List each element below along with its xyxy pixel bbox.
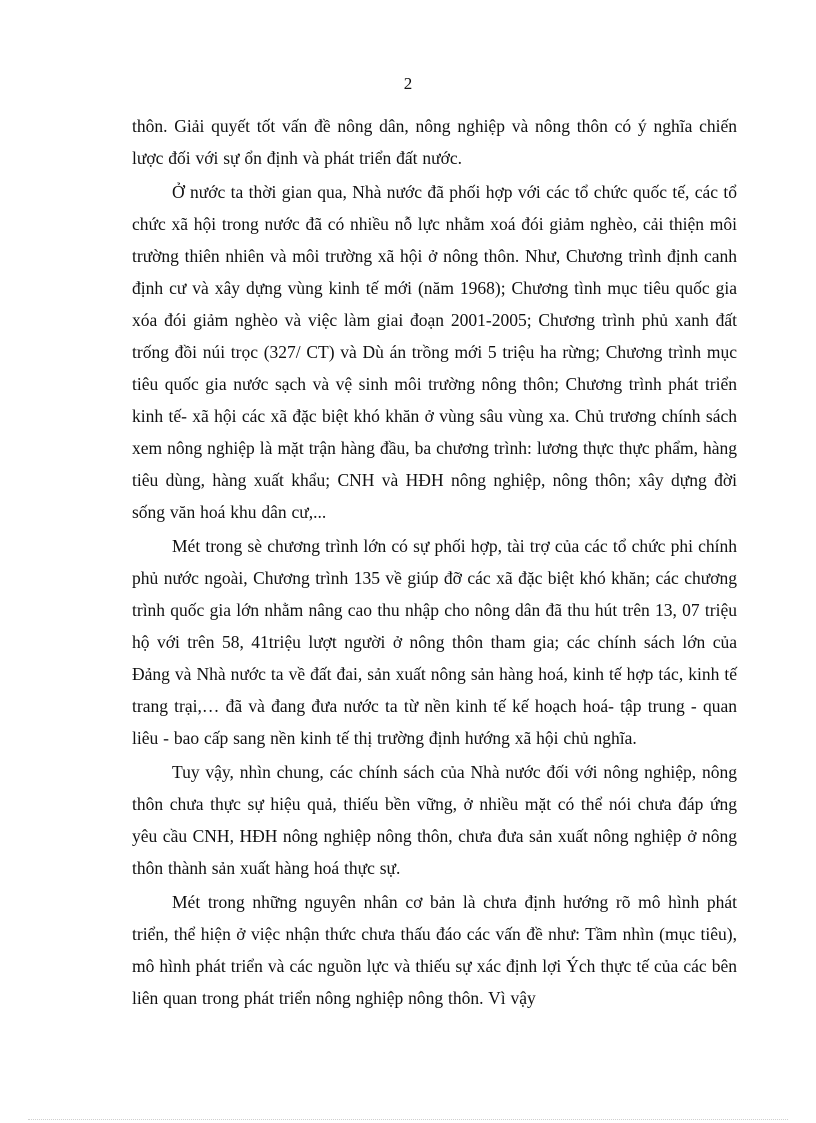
paragraph-2: Ở nước ta thời gian qua, Nhà nước đã phối hợp với các tổ chức quốc tế, các tổ chức xã hội trong nước đã có nhiều nỗ lực nhằm xoá đói giảm nghèo, cải thiện môi trường thiên nhiên và môi trường xã hội ở nông thôn. Như, Chương trình định canh định cư và xây dựng vùng kinh tế mới (năm 1968); Chương tình mục tiêu quốc gia xóa đói giảm nghèo và việc làm giai đoạn 2001-2005; Chương trình phủ xanh đất trống đồi núi trọc (327/ CT) và Dù án trồng mới 5 triệu ha rừng; Chương trình mục tiêu quốc gia nước sạch và vệ sinh môi trường nông thôn; Chương trình phát triển kinh tế- xã hội các xã đặc biệt khó khăn ở vùng sâu vùng xa. Chủ trương chính sách xem nông nghiệp là mặt trận hàng đầu, ba chương trình: lương thực thực phẩm, hàng tiêu dùng, hàng xuất khẩu; CNH và HĐH nông nghiệp, nông thôn; xây dựng đời sống văn hoá khu dân cư,... [132, 182, 737, 522]
page-number: 2 [403, 74, 413, 93]
page-bottom-divider [28, 1119, 788, 1120]
paragraph-4: Tuy vậy, nhìn chung, các chính sách của Nhà nước đối với nông nghiệp, nông thôn chưa thực sự hiệu quả, thiếu bền vững, ở nhiều mặt có thể nói chưa đáp ứng yêu cầu CNH, HĐH nông nghiệp nông thôn, chưa đưa sản xuất nông nghiệp ở nông thôn thành sản xuất hàng hoá thực sự. [132, 762, 737, 878]
paragraph-3: Mét trong sè chương trình lớn có sự phối hợp, tài trợ của các tổ chức phi chính phủ nước ngoài, Chương trình 135 về giúp đỡ các xã đặc biệt khó khăn; các chương trình quốc gia lớn nhằm nâng cao thu nhập cho nông dân đã thu hút trên 13, 07 triệu hộ với trên 58, 41triệu lượt người ở nông thôn tham gia; các chính sách lớn của Đảng và Nhà nước ta về đất đai, sản xuất nông sản hàng hoá, kinh tế hợp tác, kinh tế trang trại,… đã và đang đưa nước ta từ nền kinh tế kế hoạch hoá- tập trung - quan liêu - bao cấp sang nền kinh tế thị trường định hướng xã hội chủ nghĩa. [132, 536, 737, 748]
body-text [132, 110, 737, 1014]
paragraph-1: thôn. Giải quyết tốt vấn đề nông dân, nông nghiệp và nông thôn có ý nghĩa chiến lược đối với sự ổn định và phát triển đất nước. [132, 116, 737, 168]
paragraph-5: Mét trong những nguyên nhân cơ bản là chưa định hướng rõ mô hình phát triển, thể hiện ở việc nhận thức chưa thấu đáo các vấn đề như: Tầm nhìn (mục tiêu), mô hình phát triển và các nguồn lực và thiếu sự xác định lợi Ých thực tế của các bên liên quan trong phát triển nông nghiệp nông thôn. Vì vậy [132, 892, 737, 1008]
